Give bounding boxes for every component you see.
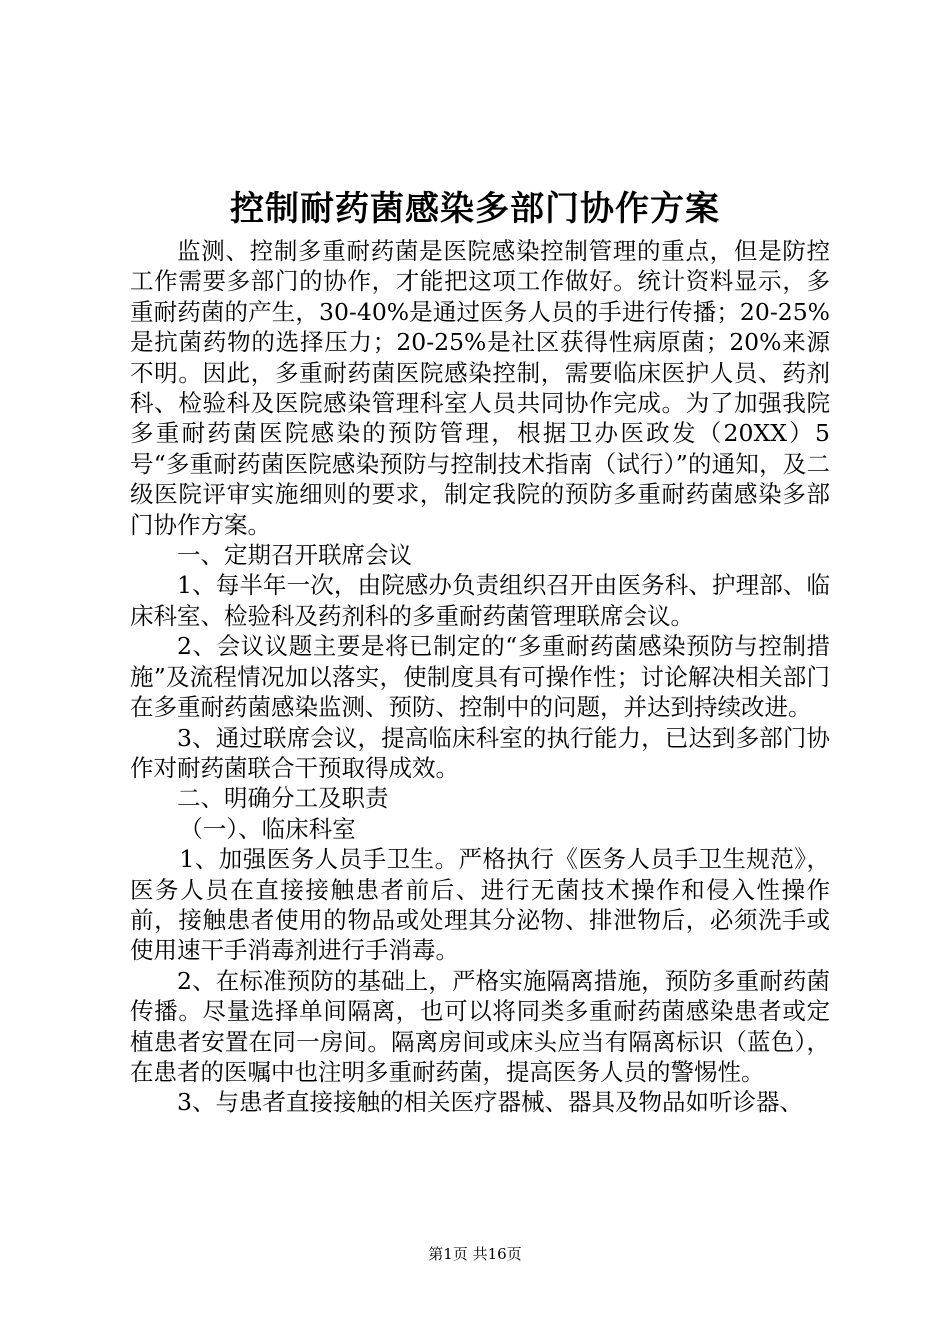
document-body	[130, 236, 830, 1118]
page-footer: 第1页 共16页	[428, 1245, 522, 1263]
subsection-heading: （一）、临床科室	[179, 814, 356, 843]
list-item: 3、与患者直接接触的相关医疗器械、器具及物品如听诊器、	[177, 1088, 803, 1117]
list-item: 1、每半年一次，由院感办负责组织召开由医务科、护理部、临床科室、检验科及药剂科的多重耐药菌管理联席会议。	[130, 571, 830, 630]
section-heading-2: 二、明确分工及职责	[177, 784, 389, 813]
intro-paragraph: 监测、控制多重耐药菌是医院感染控制管理的重点，但是防控工作需要多部门的协作，才能把这项工作做好。统计资料显示，多重耐药菌的产生，30-40%是通过医务人员的手进行传播；20-25%是抗菌药物的选择压力；20-25%是社区获得性病原菌；20%来源不明。因此，多重耐药菌医院感染控制，需要临床医护人员、药剂科、检验科及医院感染管理科室人员共同协作完成。为了加强我院多重耐药菌医院感染的预防管理，根据卫办医政发（20XX）5号“多重耐药菌医院感染预防与控制技术指南（试行）”的通知，及二级医院评审实施细则的要求，制定我院的预防多重耐药菌感染多部门协作方案。	[130, 237, 830, 539]
document-title: 控制耐药菌感染多部门协作方案	[230, 189, 720, 229]
section-heading-1: 一、定期召开联席会议	[177, 541, 412, 570]
list-item: 3、通过联席会议，提高临床科室的执行能力，已达到多部门协作对耐药菌联合干预取得成效。	[130, 723, 830, 782]
list-item: 2、在标准预防的基础上，严格实施隔离措施，预防多重耐药菌传播。尽量选择单间隔离，也可以将同类多重耐药菌感染患者或定植患者安置在同一房间。隔离房间或床头应当有隔离标识（蓝色），在患者的医嘱中也注明多重耐药菌，提高医务人员的警惕性。	[130, 966, 830, 1086]
list-item: 1、加强医务人员手卫生。严格执行《医务人员手卫生规范》，医务人员在直接接触患者前后、进行无菌技术操作和侵入性操作前，接触患者使用的物品或处理其分泌物、排泄物后，必须洗手或使用速干手消毒剂进行手消毒。	[130, 845, 830, 965]
list-item: 2、会议议题主要是将已制定的“多重耐药菌感染预防与控制措施”及流程情况加以落实，使制度具有可操作性；讨论解决相关部门在多重耐药菌感染监测、预防、控制中的问题，并达到持续改进。	[130, 632, 830, 722]
